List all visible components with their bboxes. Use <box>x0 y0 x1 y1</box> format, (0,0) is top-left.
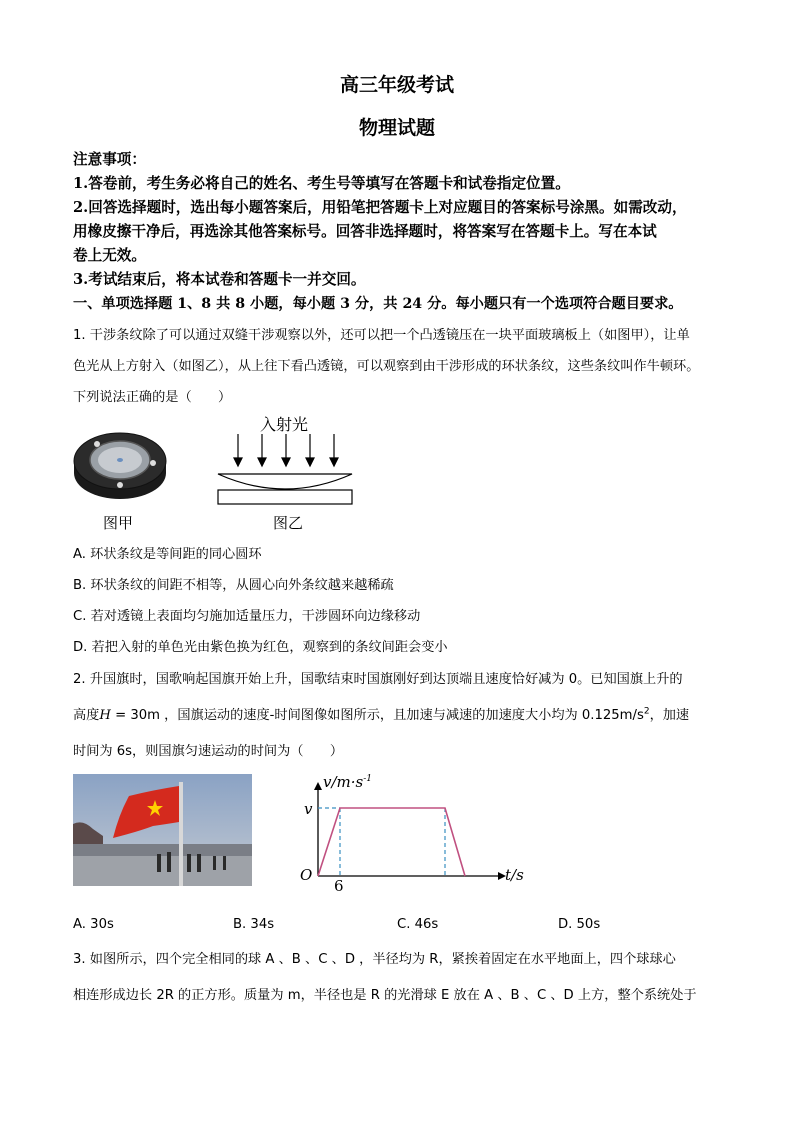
origin-label: O <box>300 866 313 884</box>
notice-item: 2.回答选择题时，选出每小题答案后，用铅笔把答题卡上对应题目的答案标号涂黑。如需改动， <box>73 199 687 216</box>
section-heading: 一、单项选择题 1、8 共 8 小题，每小题 3 分，共 24 分。每小题只有一个选项符合题目要求。 <box>73 296 683 312</box>
x-axis-label: t/s <box>505 866 524 884</box>
flag-raising-photo <box>73 774 252 886</box>
q2-text: = 30m ，国旗运动的速度-时间图像如图所示，且加速与减速的加速度大小均为 0.125m/s <box>110 708 644 723</box>
y-axis-label-text: v/m·s <box>323 773 364 791</box>
q2-option-b[interactable]: B. 34s <box>233 917 275 932</box>
incident-light-label: 入射光 <box>260 415 309 434</box>
q3-stem-line: 3. 如图所示，四个完全相同的球 A 、B 、C 、D ，半径均为 R，紧挨着固定在水平地面上，四个球球心 <box>73 952 676 967</box>
q1-option-c[interactable]: C. 若对透镜上表面均匀施加适量压力，干涉圆环向边缘移动 <box>73 609 421 624</box>
vt-graph-marks <box>314 782 506 880</box>
q3-stem-line: 相连形成边长 2R 的正方形。质量为 m，半径也是 R 的光滑球 E 放在 A 、B 、C 、D 上方，整个系统处于 <box>73 988 697 1003</box>
q2-stem-line <box>73 704 689 723</box>
subject-title: 物理试题 <box>358 117 435 139</box>
q2-option-d[interactable]: D. 50s <box>558 917 601 932</box>
notice-heading: 注意事项： <box>73 151 146 168</box>
q2-sup: 2 <box>643 706 650 717</box>
q1-stem-line: 下列说法正确的是（ ） <box>73 390 232 405</box>
q2-text: 高度 <box>73 708 100 723</box>
tick-6-label: 6 <box>334 877 344 895</box>
y-axis-label <box>323 773 372 791</box>
notice-item: 1.答卷前，考生务必将自己的姓名、考生号等填写在答题卡和试卷指定位置。 <box>73 175 570 192</box>
q2-stem-line: 2. 升国旗时，国歌响起国旗开始上升，国歌结束时国旗刚好到达顶端且速度恰好减为 0。已知国旗上升的 <box>73 672 683 687</box>
newton-ring-diagram <box>210 430 360 510</box>
down-arrow-icon <box>234 434 338 466</box>
q2-text: ，加速 <box>649 708 690 723</box>
notice-item: 3.考试结束后，将本试卷和答题卡一并交回。 <box>73 271 366 288</box>
exam-title: 高三年级考试 <box>339 74 454 96</box>
q2-stem-line: 时间为 6s，则国旗匀速运动的时间为（ ） <box>73 744 344 759</box>
q2-option-a[interactable]: A. 30s <box>73 917 114 932</box>
v-axis-arrow <box>314 782 322 790</box>
fig-label-b: 图乙 <box>273 514 304 532</box>
q1-option-b[interactable]: B. 环状条纹的间距不相等，从圆心向外条纹越来越稀疏 <box>73 578 394 593</box>
y-axis-sup: -1 <box>363 774 372 784</box>
q2-var-h: H <box>99 708 111 723</box>
v-label: v <box>304 800 313 818</box>
notice-item: 用橡皮擦干净后，再选涂其他答案标号。回答非选择题时，将答案写在答题卡上。写在本试 <box>73 223 657 240</box>
q2-option-c[interactable]: C. 46s <box>397 917 439 932</box>
notice-item: 卷上无效。 <box>73 247 146 264</box>
q1-option-d[interactable]: D. 若把入射的单色光由紫色换为红色，观察到的条纹间距会变小 <box>73 640 448 655</box>
newton-ring-lens-icon <box>73 425 168 500</box>
fig-label-a: 图甲 <box>103 514 134 532</box>
q1-option-a[interactable]: A. 环状条纹是等间距的同心圆环 <box>73 547 262 562</box>
q1-stem-line: 1. 干涉条纹除了可以通过双缝干涉观察以外，还可以把一个凸透镜压在一块平面玻璃板上（如图甲），让单 <box>73 328 690 343</box>
q1-stem-line: 色光从上方射入（如图乙），从上往下看凸透镜，可以观察到由干涉形成的环状条纹，这些条纹叫作牛顿环。 <box>73 359 700 374</box>
velocity-time-graph <box>290 774 525 894</box>
